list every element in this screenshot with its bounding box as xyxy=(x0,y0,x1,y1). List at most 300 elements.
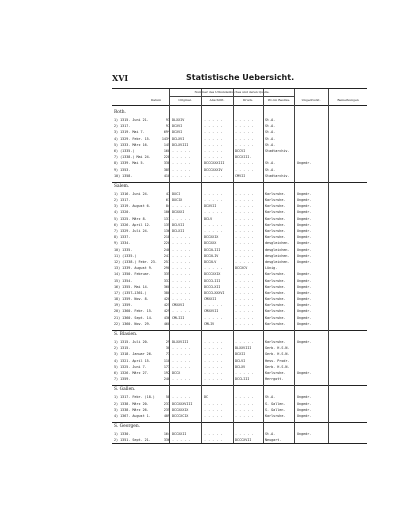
cell-ungedruckt: Ungedr. xyxy=(297,259,312,264)
cell-druck: . . . . . xyxy=(235,259,254,264)
column-rule xyxy=(201,89,202,443)
cell-abschrift: . . . . . xyxy=(204,155,223,160)
cell-original: . . . . . xyxy=(172,235,191,240)
cell-datum: 7) 1329. Juli 24. xyxy=(114,229,149,233)
cell-ungedruckt: Ungedr. xyxy=(297,235,312,240)
cell-ungedruckt: Ungedr. xyxy=(297,247,312,252)
cell-datum: 2) 1351. Sept. 21. xyxy=(114,438,151,443)
cell-druck: DCCXCV xyxy=(235,266,248,271)
cell-original: . . . . . xyxy=(172,266,191,271)
cell-abschrift: . . . . . xyxy=(204,118,223,122)
cell-original: . . . . . xyxy=(172,290,191,295)
cell-original: DCLXII xyxy=(172,229,185,233)
cell-besitz: Karlsruhe. xyxy=(265,278,286,283)
cell-abschrift: . . . . . xyxy=(204,407,223,412)
cell-original: . . . . . xyxy=(172,173,191,178)
col-header-datum: Datum xyxy=(150,98,162,102)
cell-original: DCXVI xyxy=(172,124,183,129)
cell-abschrift: . . . . . xyxy=(204,438,223,443)
cell-besitz: Karlsruhe. xyxy=(265,315,286,320)
cell-abschrift: DCLV xyxy=(204,216,213,221)
col-header-abschrift: Abschrift. xyxy=(209,98,225,102)
cell-ungedruckt: Ungedr. xyxy=(297,370,312,375)
cell-abschrift: DCCCLXII xyxy=(204,284,221,289)
cell-seite: 110 xyxy=(163,358,170,363)
cell-datum: 2) 1338. März 20. xyxy=(114,401,149,406)
cell-original: DCCXXII xyxy=(172,432,187,437)
cell-druck: . . . . . xyxy=(235,247,254,252)
cell-druck: . . . . . xyxy=(235,198,254,203)
cell-seite: 429 xyxy=(163,309,170,314)
cell-datum: 1) 1330. xyxy=(114,432,131,437)
cell-besitz: Karlsruhe. xyxy=(265,303,286,308)
cell-besitz: Karlsruhe. xyxy=(265,222,286,227)
cell-seite: 235 xyxy=(163,407,170,412)
cell-besitz: desgleichen. xyxy=(265,253,290,258)
cell-besitz: Karlsruhe. xyxy=(265,210,286,215)
cell-druck: . . . . . xyxy=(235,222,254,227)
cell-datum: 1) 1315. Juli 20. xyxy=(114,340,149,344)
cell-datum: 20) 1360. Febr. 15. xyxy=(114,309,153,314)
cell-original: . . . . . xyxy=(172,259,191,264)
cell-datum: 18) 1359. Nov. 8. xyxy=(114,297,149,302)
cell-seite: 360 xyxy=(163,284,170,289)
cell-seite: 143* xyxy=(161,136,170,141)
cell-besitz: St.A. xyxy=(265,118,276,122)
cell-datum: 3) 1319. August 6. xyxy=(114,204,151,209)
cell-datum: 4) 1321. April 15. xyxy=(114,358,151,363)
cell-druck: . . . . . xyxy=(235,395,254,400)
cell-datum: 11) (1335.) xyxy=(114,253,137,258)
cell-ungedruckt: Ungedr. xyxy=(297,204,312,209)
cell-datum: 4) 1329. Febr. 15. xyxy=(114,136,151,141)
cell-datum: 6) (1335.) xyxy=(114,148,135,153)
cell-original: . . . . . xyxy=(172,167,191,172)
cell-ungedruckt: Ungedr. xyxy=(297,413,312,418)
cell-abschrift: . . . . . xyxy=(204,124,223,129)
cell-besitz: St.A. xyxy=(265,130,276,135)
cell-abschrift: CMLIV xyxy=(204,321,215,326)
cell-original: . . . . . xyxy=(172,309,191,314)
cell-abschrift: DCCXXIX xyxy=(204,235,219,240)
cell-original: . . . . . xyxy=(172,284,191,289)
page-title: Statistische Uebersicht. xyxy=(186,73,295,82)
cell-besitz: Lünig. xyxy=(265,266,278,271)
cell-datum: 21) 1360. Sept. 14. xyxy=(114,315,153,320)
cell-ungedruckt: Ungedr. xyxy=(297,303,312,308)
cell-datum: 10) 1335. xyxy=(114,247,133,252)
cell-abschrift: DCCCLIII xyxy=(204,278,221,283)
cell-original: DLXXVIII xyxy=(172,340,189,344)
cell-datum: 1) 1317. Febr. (18.) xyxy=(114,395,155,400)
cell-original: . . . . . xyxy=(172,395,191,400)
cell-datum: 12) (1338.) Febr. 23. xyxy=(114,259,157,264)
cell-original: . . . . . xyxy=(172,204,191,209)
cell-datum: 9) 1353. xyxy=(114,167,131,172)
cell-ungedruckt: Ungedr. xyxy=(297,309,312,314)
cell-seite: 131 xyxy=(163,216,170,221)
cell-druck: . . . . . xyxy=(235,118,254,122)
cell-besitz: Stadtarchiv. xyxy=(265,148,290,153)
cell-datum: 6) 1326. April 12. xyxy=(114,222,151,227)
cell-besitz: Karlsruhe. xyxy=(265,297,286,302)
cell-datum: 16) 1355. Mai 14. xyxy=(114,284,149,289)
cell-besitz: Karlsruhe. xyxy=(265,370,286,375)
cell-druck: . . . . . xyxy=(235,432,254,437)
cell-datum: 13) 1339. August 9. xyxy=(114,266,153,271)
page-number: XVI xyxy=(112,73,129,83)
cell-original: . . . . . xyxy=(172,346,191,351)
cell-seite: 220 xyxy=(163,241,170,246)
cell-abschrift: . . . . . xyxy=(204,229,223,233)
cell-seite: 240 xyxy=(163,377,170,382)
cell-abschrift: . . . . . xyxy=(204,401,223,406)
cell-seite: 136 xyxy=(163,229,170,233)
group-heading: S. Georgen. xyxy=(112,422,367,431)
cell-seite: 29 xyxy=(165,340,170,344)
cell-datum: 8) 1337. xyxy=(114,235,131,240)
cell-besitz: Herrgott. xyxy=(265,377,284,382)
cell-seite: 218 xyxy=(163,235,170,240)
group-heading: Roth. xyxy=(114,110,126,115)
cell-druck: DCLXV xyxy=(235,364,246,369)
cell-besitz: St.A. xyxy=(265,142,276,147)
cell-druck: . . . . . xyxy=(235,340,254,344)
cell-original: DCCXXXVIII xyxy=(172,401,193,406)
cell-original: . . . . . xyxy=(172,272,191,277)
cell-seite: 251 xyxy=(163,259,170,264)
cell-original: DCCCXCIX xyxy=(172,413,189,418)
cell-seite: 58 xyxy=(165,395,170,400)
column-rule xyxy=(169,89,170,443)
cell-druck: . . . . . xyxy=(235,130,254,135)
group-heading: S. Blasien. xyxy=(112,330,367,339)
cell-ungedruckt: Ungedr. xyxy=(297,432,312,437)
cell-datum: 4) 1367. August 1. xyxy=(114,413,151,418)
span-header: Nummer des Urkundenbuches und deren Quelle. xyxy=(194,90,270,94)
col-header-bemerkungen: Bemerkungen xyxy=(337,98,359,102)
cell-besitz: Neugart. xyxy=(265,438,282,443)
cell-druck: . . . . . xyxy=(235,241,254,246)
cell-druck: DCCXIII. xyxy=(235,155,252,160)
cell-besitz: St.A. xyxy=(265,136,276,141)
cell-besitz: Stadtarchiv. xyxy=(265,173,290,178)
cell-druck: . . . . . xyxy=(235,272,254,277)
cell-seite: 164 xyxy=(163,432,170,437)
cell-ungedruckt: Ungedr. xyxy=(297,321,312,326)
cell-abschrift: . . . . . xyxy=(204,315,223,320)
cell-datum: 5) 1333. März 16. xyxy=(114,142,149,147)
cell-seite: 47 xyxy=(165,191,170,196)
cell-ungedruckt: Ungedr. xyxy=(297,161,312,166)
cell-druck: . . . . . xyxy=(235,407,254,412)
cell-druck: DLXXVIII xyxy=(235,346,252,351)
cell-ungedruckt: Ungedr. xyxy=(297,222,312,227)
cell-seite: 380 xyxy=(163,290,170,295)
cell-besitz: Karlsruhe. xyxy=(265,191,286,196)
cell-datum: 5) 1325. Juni 7. xyxy=(114,364,147,369)
cell-original: . . . . . xyxy=(172,364,191,369)
cell-seite: 192 xyxy=(163,370,170,375)
cell-abschrift: . . . . . xyxy=(204,413,223,418)
cell-original: . . . . . xyxy=(172,216,191,221)
cell-druck: . . . . . xyxy=(235,235,254,240)
cell-abschrift: CMXXII xyxy=(204,297,217,302)
cell-original: . . . . . xyxy=(172,352,191,357)
cell-original: . . . . . xyxy=(172,148,191,153)
cell-ungedruckt: Ungedr. xyxy=(297,253,312,258)
cell-seite: 436 xyxy=(163,315,170,320)
cell-seite: 135 xyxy=(163,222,170,227)
cell-abschrift: . . . . . xyxy=(204,266,223,271)
cell-seite: 290 xyxy=(163,266,170,271)
cell-seite: 335 xyxy=(163,272,170,277)
cell-besitz: St.A. xyxy=(265,432,276,437)
cell-ungedruckt: Ungedr. xyxy=(297,297,312,302)
cell-seite: 84 xyxy=(165,204,170,209)
cell-datum: 14) 1350. Februar. xyxy=(114,272,151,277)
cell-datum: 6) 1326. März 27. xyxy=(114,370,149,375)
cell-druck: . . . . . xyxy=(235,321,254,326)
cell-datum: 15) 1354. xyxy=(114,278,133,283)
cell-abschrift: . . . . . xyxy=(204,377,223,382)
cell-seite: 61 xyxy=(165,198,170,203)
cell-besitz: Karlsruhe. xyxy=(265,272,286,277)
cell-ungedruckt: Ungedr. xyxy=(297,401,312,406)
cell-original: DCLVII xyxy=(172,222,185,227)
cell-original: DLXXIV xyxy=(172,118,185,122)
cell-abschrift: CMXXVII xyxy=(204,309,219,314)
cell-abschrift: . . . . . xyxy=(204,191,223,196)
cell-abschrift: . . . . . xyxy=(204,210,223,215)
cell-besitz: Karlsruhe. xyxy=(265,290,286,295)
cell-besitz: desgleichen. xyxy=(265,259,290,264)
cell-datum: 4) 1320. xyxy=(114,210,131,215)
cell-ungedruckt: Ungedr. xyxy=(297,284,312,289)
cell-druck: . . . . . xyxy=(235,229,254,233)
cell-ungedruckt: Ungedr. xyxy=(297,407,312,412)
cell-datum: 10) 1358. xyxy=(114,173,133,178)
cell-abschrift: DCXVII xyxy=(204,204,217,209)
cell-druck: . . . . . xyxy=(235,142,254,147)
cell-datum: 1) 1316. Juni 24. xyxy=(114,191,149,196)
cell-original: . . . . . xyxy=(172,321,191,326)
cell-druck: . . . . . xyxy=(235,413,254,418)
cell-datum: 2) 1317. xyxy=(114,124,131,129)
cell-besitz: Karlsruhe. xyxy=(265,198,286,203)
cell-druck: . . . . . xyxy=(235,167,254,172)
cell-druck: . . . . . xyxy=(235,278,254,283)
cell-seite: 425 xyxy=(163,303,170,308)
cell-original: DCXXXI xyxy=(172,210,185,215)
cell-besitz: Gerb. H.S.N. xyxy=(265,352,290,357)
cell-datum: 1) 1315. Juni 21. xyxy=(114,118,149,122)
column-rule xyxy=(328,89,329,443)
cell-besitz: Karlsruhe. xyxy=(265,340,286,344)
cell-abschrift: . . . . . xyxy=(204,352,223,357)
col-header-besitz: Wo im Besitze. xyxy=(267,98,291,102)
cell-druck: . . . . . xyxy=(235,370,254,375)
cell-ungedruckt: Ungedr. xyxy=(297,210,312,215)
cell-seite: 69* xyxy=(163,130,170,135)
cell-seite: 106 xyxy=(163,210,170,215)
cell-druck: . . . . . xyxy=(235,210,254,215)
cell-datum: 9) 1334. xyxy=(114,241,131,246)
cell-druck: . . . . . xyxy=(235,284,254,289)
cell-besitz: St.A. xyxy=(265,124,276,129)
cell-datum: 3) 1319. Mai 7. xyxy=(114,130,145,135)
cell-abschrift: DCCCLXXXVI xyxy=(204,290,225,295)
cell-besitz: Karlsruhe. xyxy=(265,413,286,418)
cell-seite: 420 xyxy=(163,297,170,302)
cell-seite: 145 xyxy=(163,142,170,147)
cell-abschrift: DCCCXXXIII xyxy=(204,161,225,166)
cell-seite: 409 xyxy=(163,413,170,418)
cell-abschrift: DCCXLV xyxy=(204,259,217,264)
cell-original: DCXVI xyxy=(172,130,183,135)
cell-druck: . . . . . xyxy=(235,161,254,166)
cell-druck: DCXII xyxy=(235,352,246,357)
cell-datum: 17) (1357–1361.) xyxy=(114,290,147,295)
cell-druck: DCCLIII xyxy=(235,377,250,382)
cell-original: . . . . . xyxy=(172,247,191,252)
cell-seite: 241 xyxy=(163,253,170,258)
cell-besitz: St.A. xyxy=(265,167,276,172)
cell-seite: 93 xyxy=(165,118,170,122)
cell-druck: . . . . . xyxy=(235,309,254,314)
cell-abschrift: DCCXLIV xyxy=(204,253,219,258)
group-heading: Salem. xyxy=(112,182,367,191)
cell-druck: . . . . . xyxy=(235,216,254,221)
cell-abschrift: . . . . . xyxy=(204,364,223,369)
cell-ungedruckt: Ungedr. xyxy=(297,241,312,246)
col-header-ungedruckt: Ungedruckt. xyxy=(301,98,321,102)
cell-ungedruckt: Ungedr. xyxy=(297,272,312,277)
cell-besitz: Karlsruhe. xyxy=(265,204,286,209)
cell-besitz: desgleichen. xyxy=(265,241,290,246)
cell-druck: . . . . . xyxy=(235,315,254,320)
cell-besitz: Gerb. H.S.N. xyxy=(265,346,290,351)
cell-abschrift: . . . . . xyxy=(204,222,223,227)
cell-seite: 73 xyxy=(165,352,170,357)
cell-besitz: Karlsruhe. xyxy=(265,229,286,233)
cell-original: DXCI xyxy=(172,191,181,196)
cell-seite: 233 xyxy=(163,401,170,406)
cell-original: . . . . . xyxy=(172,297,191,302)
cell-druck: . . . . . xyxy=(235,124,254,129)
cell-seite: 338 xyxy=(163,161,170,166)
cell-original: DXCIX xyxy=(172,198,183,203)
cell-besitz: St.A. xyxy=(265,161,276,166)
cell-original: DCCXXXIX xyxy=(172,407,189,412)
cell-abschrift: . . . . . xyxy=(204,432,223,437)
cell-ungedruckt: Ungedr. xyxy=(297,315,312,320)
cell-datum: 19) 1359. xyxy=(114,303,133,308)
cell-original: DCLXVIII xyxy=(172,142,189,147)
column-rule xyxy=(263,89,264,443)
cell-ungedruckt: Ungedr. xyxy=(297,395,312,400)
cell-besitz: Karlsruhe. xyxy=(265,216,286,221)
page-header xyxy=(112,73,342,85)
cell-ungedruckt: Ungedr. xyxy=(297,191,312,196)
cell-besitz: S. Gallen. xyxy=(265,407,286,412)
cell-abschrift: . . . . . xyxy=(204,303,223,308)
cell-original: . . . . . xyxy=(172,155,191,160)
cell-besitz: Karlsruhe. xyxy=(265,321,286,326)
column-rule xyxy=(233,89,234,443)
cell-abschrift: . . . . . xyxy=(204,346,223,351)
cell-original: . . . . . xyxy=(172,253,191,258)
cell-ungedruckt: Ungedr. xyxy=(297,278,312,283)
cell-ungedruckt: Ungedr. xyxy=(297,340,312,344)
cell-druck: DCCCXVII xyxy=(235,438,252,443)
cell-ungedruckt: Ungedr. xyxy=(297,198,312,203)
cell-ungedruckt: Ungedr. xyxy=(297,216,312,221)
cell-original: DCCX xyxy=(172,370,181,375)
cell-seite: 160 xyxy=(163,148,170,153)
cell-druck: . . . . . xyxy=(235,136,254,141)
cell-seite: 337 xyxy=(163,278,170,283)
cell-abschrift: . . . . . xyxy=(204,358,223,363)
cell-original: . . . . . xyxy=(172,278,191,283)
cell-seite: 30 xyxy=(165,346,170,351)
cell-datum: 2) 1317. xyxy=(114,198,131,203)
cell-besitz: desgleichen. xyxy=(265,247,290,252)
cell-abschrift: . . . . . xyxy=(204,130,223,135)
cell-druck: . . . . . xyxy=(235,204,254,209)
col-header-original: Original. xyxy=(178,98,192,102)
cell-seite: 410 xyxy=(163,173,170,178)
cell-original: . . . . . xyxy=(172,161,191,166)
cell-druck: . . . . . xyxy=(235,297,254,302)
cell-besitz: Gerb. H.S.N. xyxy=(265,364,290,369)
cell-abschrift: . . . . . xyxy=(204,142,223,147)
cell-abschrift: . . . . . xyxy=(204,148,223,153)
cell-seite: 385 xyxy=(163,167,170,172)
cell-datum: 2) 1315. xyxy=(114,346,131,351)
cell-seite: 228 xyxy=(163,155,170,160)
cell-seite: 173 xyxy=(163,364,170,369)
cell-datum: 3) 1338. März 26. xyxy=(114,407,149,412)
cell-abschrift: DCCXLIII xyxy=(204,247,221,252)
cell-druck: . . . . . xyxy=(235,290,254,295)
cell-druck: . . . . . xyxy=(235,303,254,308)
col-header-druck: Druck. xyxy=(242,98,254,102)
cell-druck: CMVII xyxy=(235,173,246,178)
cell-druck: . . . . . xyxy=(235,401,254,406)
cell-ungedruckt: Ungedr. xyxy=(297,229,312,233)
cell-besitz: St.A. xyxy=(265,395,276,400)
cell-seite: 97 xyxy=(165,124,170,129)
cell-besitz: Karlsruhe. xyxy=(265,235,286,240)
cell-abschrift: . . . . . xyxy=(204,198,223,203)
cell-besitz: S. Gallen. xyxy=(265,401,286,406)
cell-abschrift: DCCCXXIX xyxy=(204,272,221,277)
cell-seite: 336 xyxy=(163,438,170,443)
cell-seite: 240 xyxy=(163,247,170,252)
cell-ungedruckt: Ungedr. xyxy=(297,290,312,295)
cell-besitz: Karlsruhe. xyxy=(265,309,286,314)
column-rule xyxy=(294,89,295,443)
cell-original: . . . . . xyxy=(172,358,191,363)
group-heading: S. Gallen. xyxy=(112,385,367,394)
cell-original: . . . . . xyxy=(172,241,191,246)
cell-original: DCLXVI xyxy=(172,136,185,141)
header-divider xyxy=(170,96,294,97)
cell-datum: 5) 1325. März 8. xyxy=(114,216,147,221)
cell-datum: 22) 1360. Nov. 29. xyxy=(114,321,151,326)
cell-druck: . . . . . xyxy=(235,191,254,196)
